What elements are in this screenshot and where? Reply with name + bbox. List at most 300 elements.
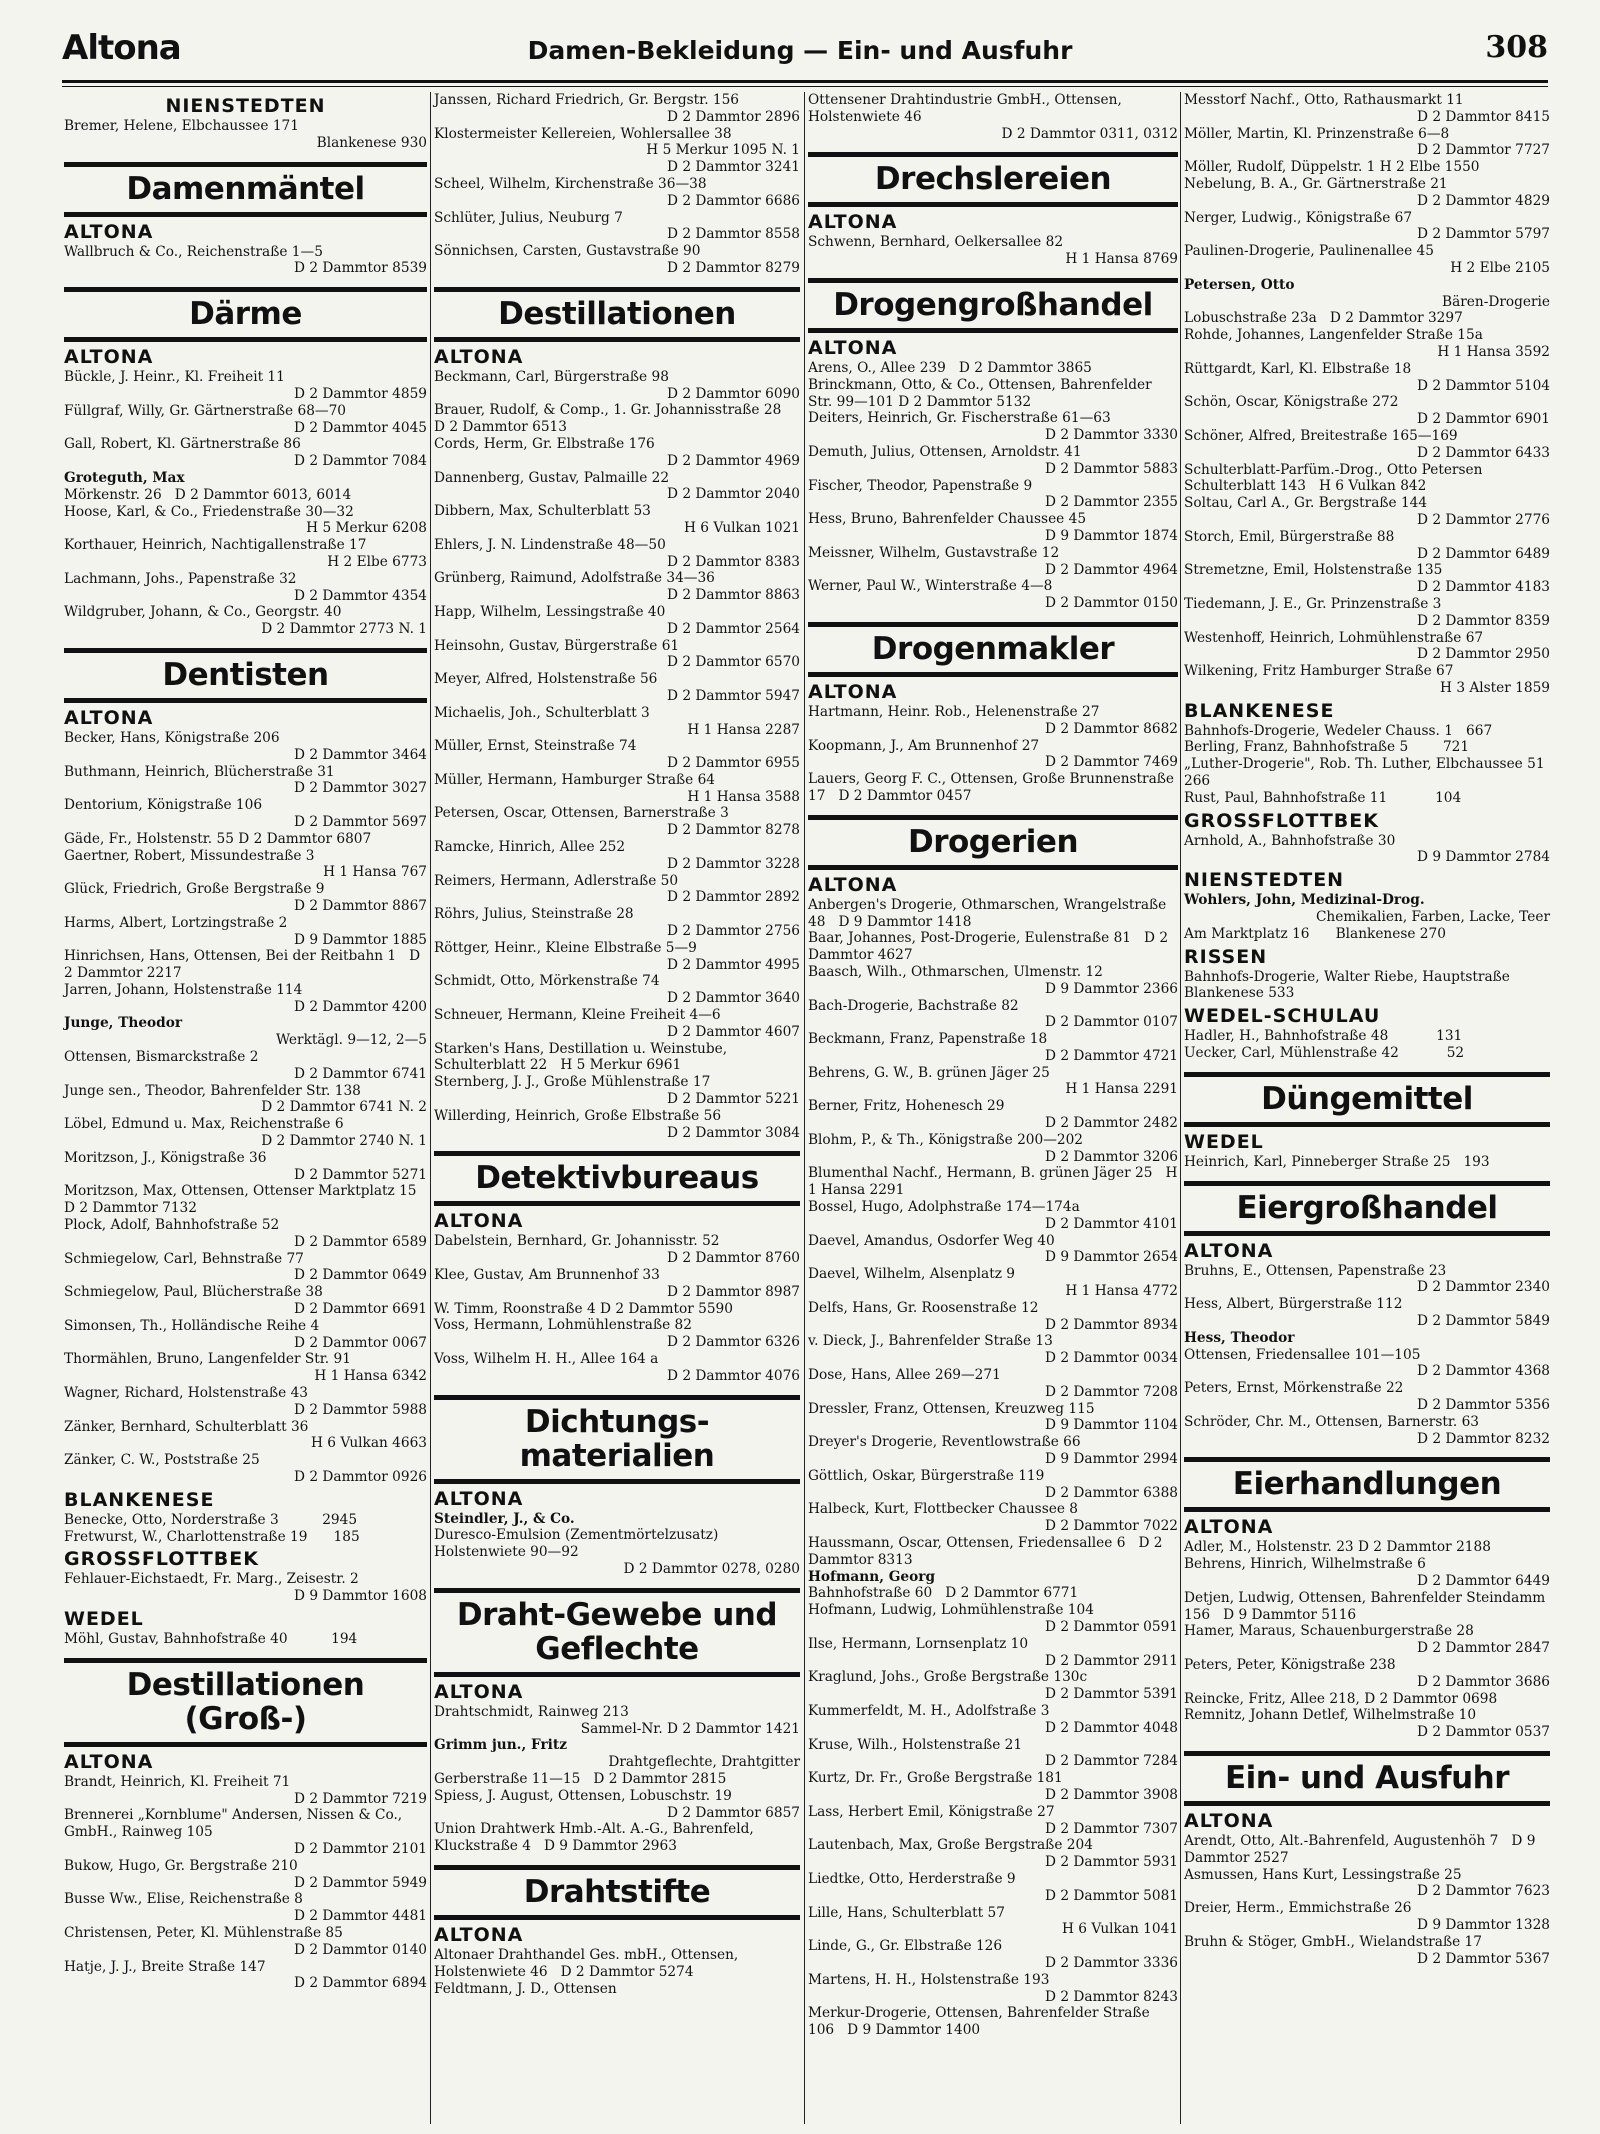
location-heading: ALTONA [808, 211, 898, 234]
entry-phone: D 2 Dammtor 0150 [1045, 595, 1178, 612]
entry-line: Glück, Friedrich, Große Bergstraße 9 [64, 881, 325, 898]
entry-line: Göttlich, Oskar, Bürgerstraße 119 [808, 1467, 1045, 1484]
entry-line: Bahnhofstraße 60 D 2 Dammtor 6771 [808, 1585, 1079, 1602]
entry-phone: D 2 Dammtor 6686 [667, 192, 800, 209]
entry-line: Röttger, Heinr., Kleine Elbstraße 5—9 [434, 939, 697, 956]
entry-phone: D 2 Dammtor 2564 [667, 620, 800, 637]
running-head-left: Altona [62, 28, 181, 68]
entry-phone: D 2 Dammtor 6901 [1417, 411, 1550, 428]
location-heading: BLANKENESE [1184, 699, 1335, 722]
entry-line: Simonsen, Th., Holländische Reihe 4 [64, 1317, 320, 1334]
entry-phone: D 2 Dammtor 7623 [1417, 1883, 1550, 1900]
entry-line: Altonaer Drahthandel Ges. mbH., Ottensen, Holstenwiete 46 D 2 Dammtor 5274 [434, 1946, 743, 1980]
entry-line: Lille, Hans, Schulterblatt 57 [808, 1904, 1005, 1921]
entry-phone: D 2 Dammtor 0107 [1045, 1014, 1178, 1031]
entry-line: Lachmann, Johs., Papenstraße 32 [64, 570, 297, 587]
entry-phone: D 2 Dammtor 4969 [667, 452, 800, 469]
entry-phone: D 9 Dammtor 1885 [294, 931, 427, 948]
entry-phone: D 2 Dammtor 2340 [1417, 1279, 1550, 1296]
entry-line: Bruhns, E., Ottensen, Papenstraße 23 [1184, 1262, 1447, 1279]
entry-phone: D 2 Dammtor 6326 [667, 1334, 800, 1351]
entry-line: Mörkenstr. 26 D 2 Dammtor 6013, 6014 [64, 486, 352, 503]
entry-phone: D 2 Dammtor 2847 [1417, 1640, 1550, 1657]
entry-line: Bukow, Hugo, Gr. Bergstraße 210 [64, 1857, 298, 1874]
entry-line: Scheel, Wilhelm, Kirchenstraße 36—38 [434, 175, 707, 192]
entry-line: Daevel, Amandus, Osdorfer Weg 40 [808, 1232, 1055, 1249]
entry-phone: D 2 Dammtor 8934 [1045, 1316, 1178, 1333]
entry-phone: H 1 Hansa 2287 [687, 721, 800, 738]
entry-phone: D 2 Dammtor 8558 [667, 226, 800, 243]
entry-phone: D 2 Dammtor 7219 [294, 1790, 427, 1807]
entry-line: Willerding, Heinrich, Große Elbstraße 56 [434, 1107, 722, 1124]
entry-phone: D 2 Dammtor 6570 [667, 654, 800, 671]
entry-phone: D 2 Dammtor 6741 N. 2 [261, 1099, 427, 1116]
entry-line: Dressler, Franz, Ottensen, Kreuzweg 115 [808, 1400, 1095, 1417]
entry-phone: D 2 Dammtor 4481 [294, 1908, 427, 1925]
page-number: 308 [1485, 30, 1548, 65]
entry-line: Drahtschmidt, Rainweg 213 [434, 1703, 629, 1720]
entry-line: Fischer, Theodor, Papenstraße 9 [808, 477, 1033, 494]
entry-line: Dannenberg, Gustav, Palmaille 22 [434, 469, 670, 486]
entry-phone: D 2 Dammtor 0067 [294, 1334, 427, 1351]
running-head-title: Damen-Bekleidung — Ein- und Ausfuhr [527, 36, 1073, 65]
entry-line: Baar, Johannes, Post-Drogerie, Eulenstraße 81 D 2 Dammtor 4627 [808, 930, 1173, 964]
entry-phone: D 2 Dammtor 5367 [1417, 1950, 1550, 1967]
entry-phone: H 1 Hansa 4772 [1065, 1283, 1178, 1300]
entry-line: Bückle, J. Heinr., Kl. Freiheit 11 [64, 369, 285, 386]
entry-line: Schöner, Alfred, Breitestraße 165—169 [1184, 427, 1458, 444]
entry-line: Bahnhofs-Drogerie, Walter Riebe, Hauptstraße Blankenese 533 [1184, 968, 1541, 1002]
entry-line: Kurtz, Dr. Fr., Große Bergstraße 181 [808, 1770, 1063, 1787]
entry-phone: D 2 Dammtor 8987 [667, 1283, 800, 1300]
location-heading: ALTONA [434, 1210, 524, 1233]
entry-line: Müller, Hermann, Hamburger Straße 64 [434, 771, 716, 788]
entry-line: Koopmann, J., Am Brunnenhof 27 [808, 737, 1040, 754]
entry-line: Lauers, Georg F. C., Ottensen, Große Brunnenstraße 17 D 2 Dammtor 0457 [808, 771, 1179, 804]
entry-phone: D 2 Dammtor 5849 [1417, 1313, 1550, 1330]
entry-line: Wallbruch & Co., Reichenstraße 1—5 [64, 243, 323, 260]
entry-line: Lass, Herbert Emil, Königstraße 27 [808, 1803, 1055, 1820]
category-heading: Drechslereien [808, 152, 1178, 207]
entry-line: Harms, Albert, Lortzingstraße 2 [64, 914, 288, 931]
entry-phone: H 6 Vulkan 4663 [310, 1435, 427, 1452]
entry-phone: D 2 Dammtor 8682 [1045, 720, 1178, 737]
entry-line: Peters, Peter, Königstraße 238 [1184, 1656, 1396, 1673]
entry-phone: D 2 Dammtor 8383 [667, 553, 800, 570]
entry-phone: D 9 Dammtor 2654 [1045, 1249, 1178, 1266]
entry-phone: D 2 Dammtor 6691 [294, 1301, 427, 1318]
entry-phone: D 2 Dammtor 6589 [294, 1233, 427, 1250]
entry-line: Dabelstein, Bernhard, Gr. Johannisstr. 52 [434, 1233, 720, 1250]
column-3 [808, 92, 1182, 2120]
entry-line: Bruhn & Stöger, GmbH., Wielandstraße 17 [1184, 1933, 1482, 1950]
entry-line: Merkur-Drogerie, Ottensen, Bahrenfelder Straße 106 D 9 Dammtor 1400 [808, 2005, 1155, 2039]
entry-phone: D 2 Dammtor 3686 [1417, 1673, 1550, 1690]
entry-phone: D 2 Dammtor 7084 [294, 453, 427, 470]
entry-line: Müller, Ernst, Steinstraße 74 [434, 738, 637, 755]
entry-line: Sternberg, J. J., Große Mühlenstraße 17 [434, 1074, 711, 1091]
entry-phone: D 2 Dammtor 0140 [294, 1941, 427, 1958]
entry-line: Hess, Bruno, Bahrenfelder Chaussee 45 [808, 511, 1087, 528]
entry-line: Bahnhofs-Drogerie, Wedeler Chauss. 1 667 [1184, 722, 1493, 739]
entry-phone: D 2 Dammtor 7208 [1045, 1383, 1178, 1400]
entry-phone: D 9 Dammtor 2994 [1045, 1451, 1178, 1468]
entry-phone: D 2 Dammtor 4354 [294, 587, 427, 604]
entry-phone: D 2 Dammtor 7469 [1045, 754, 1178, 771]
entry-line: Behrens, Hinrich, Wilhelmstraße 6 [1184, 1556, 1426, 1573]
entry-phone: D 2 Dammtor 6894 [294, 1975, 427, 1992]
entry-phone: D 2 Dammtor 6489 [1417, 545, 1550, 562]
category-heading: Drogerien [808, 815, 1178, 870]
entry-line: Kummerfeldt, M. H., Adolfstraße 3 [808, 1702, 1050, 1719]
entry-phone: D 2 Dammtor 2101 [294, 1840, 427, 1857]
entry-line: Wildgruber, Johann, & Co., Georgstr. 40 [64, 604, 342, 621]
category-heading: Dentisten [64, 648, 427, 703]
entry-line: Tiedemann, J. E., Gr. Prinzenstraße 3 [1184, 595, 1442, 612]
category-heading: Destillationen (Groß-) [64, 1658, 427, 1747]
location-heading: ALTONA [808, 873, 898, 896]
entry-phone: D 2 Dammtor 2740 N. 1 [261, 1133, 427, 1150]
entry-line: W. Timm, Roonstraße 4 D 2 Dammtor 5590 [434, 1300, 733, 1317]
entry-line: Dreier, Herm., Emmichstraße 26 [1184, 1900, 1412, 1917]
entry-line: v. Dieck, J., Bahrenfelder Straße 13 [808, 1333, 1053, 1350]
entry-phone: D 2 Dammtor 4607 [667, 1023, 800, 1040]
entry-phone: D 2 Dammtor 8278 [667, 822, 800, 839]
entry-phone: D 2 Dammtor 8279 [667, 259, 800, 276]
entry-line: Buthmann, Heinrich, Blücherstraße 31 [64, 763, 335, 780]
entry-phone: D 2 Dammtor 5356 [1417, 1397, 1550, 1414]
category-heading: Damenmäntel [64, 162, 427, 217]
entry-line: Groteguth, Max [64, 469, 185, 486]
entry-line: Cords, Herm, Gr. Elbstraße 176 [434, 435, 655, 452]
entry-phone: D 2 Dammtor 5104 [1417, 377, 1550, 394]
location-heading: ALTONA [808, 336, 898, 359]
location-heading: ALTONA [434, 1923, 524, 1946]
entry-line: Hess, Albert, Bürgerstraße 112 [1184, 1296, 1403, 1313]
entry-phone: H 5 Merkur 6208 [306, 520, 427, 537]
entry-phone: D 2 Dammtor 7284 [1045, 1753, 1178, 1770]
location-heading: ALTONA [434, 345, 524, 368]
category-heading: Drahtstifte [434, 1865, 800, 1920]
entry-phone: H 3 Alster 1859 [1440, 679, 1550, 696]
entry-phone: D 2 Dammtor 4859 [294, 385, 427, 402]
entry-line: Klostermeister Kellereien, Wohlersallee 38 [434, 125, 732, 142]
entry-phone: D 2 Dammtor 0034 [1045, 1350, 1178, 1367]
entry-line: Ilse, Hermann, Lornsenplatz 10 [808, 1635, 1029, 1652]
entry-phone: D 2 Dammtor 3464 [294, 746, 427, 763]
entry-phone: D 2 Dammtor 2040 [667, 486, 800, 503]
entry-phone: D 9 Dammtor 2366 [1045, 980, 1178, 997]
entry-phone: D 2 Dammtor 5271 [294, 1166, 427, 1183]
entry-line: Grimm jun., Fritz [434, 1737, 567, 1754]
entry-phone: D 2 Dammtor 2482 [1045, 1115, 1178, 1132]
entry-phone: D 2 Dammtor 8359 [1417, 612, 1550, 629]
entry-line: Baasch, Wilh., Othmarschen, Ulmenstr. 12 [808, 963, 1103, 980]
entry-phone: D 2 Dammtor 2756 [667, 923, 800, 940]
entry-phone: D 2 Dammtor 7727 [1417, 142, 1550, 159]
entry-line: Dentorium, Königstraße 106 [64, 797, 263, 814]
entry-phone: D 2 Dammtor 0537 [1417, 1724, 1550, 1741]
entry-phone: D 2 Dammtor 5797 [1417, 226, 1550, 243]
entry-line: Stremetzne, Emil, Holstenstraße 135 [1184, 562, 1443, 579]
entry-line: Storch, Emil, Bürgerstraße 88 [1184, 528, 1395, 545]
entry-line: Am Marktplatz 16 Blankenese 270 [1184, 925, 1446, 942]
entry-line: Beckmann, Carl, Bürgerstraße 98 [434, 368, 669, 385]
entry-line: Sönnichsen, Carsten, Gustavstraße 90 [434, 243, 701, 260]
entry-phone: D 2 Dammtor 8243 [1045, 1988, 1178, 2005]
location-heading: ALTONA [64, 706, 154, 729]
entry-phone: D 2 Dammtor 5947 [667, 687, 800, 704]
entry-phone: D 2 Dammtor 2896 [667, 108, 800, 125]
entry-line: Löbel, Edmund u. Max, Reichenstraße 6 [64, 1116, 344, 1133]
entry-line: Peters, Ernst, Mörkenstraße 22 [1184, 1380, 1404, 1397]
header-rule [62, 80, 1548, 87]
entry-line: Röhrs, Julius, Steinstraße 28 [434, 906, 634, 923]
entry-line: Ehlers, J. N. Lindenstraße 48—50 [434, 536, 666, 553]
entry-line: Brauer, Rudolf, & Comp., 1. Gr. Johannisstraße 28 D 2 Dammtor 6513 [434, 402, 795, 436]
entry-line: Gerberstraße 11—15 D 2 Dammtor 2815 [434, 1770, 727, 1787]
entry-phone: D 2 Dammtor 6449 [1417, 1573, 1550, 1589]
location-heading: ALTONA [1184, 1809, 1274, 1832]
entry-phone: D 2 Dammtor 2776 [1417, 511, 1550, 528]
entry-phone: D 2 Dammtor 4368 [1417, 1363, 1550, 1380]
entry-line: Ottensen, Friedensallee 101—105 [1184, 1346, 1421, 1363]
entry-line: Nerger, Ludwig., Königstraße 67 [1184, 209, 1413, 226]
location-heading: ALTONA [808, 680, 898, 703]
category-heading: Draht-Gewebe und Geflechte [434, 1588, 800, 1677]
entry-phone: D 2 Dammtor 2355 [1045, 494, 1178, 511]
entry-line: Hatje, J. J., Breite Straße 147 [64, 1958, 266, 1975]
entry-phone: D 2 Dammtor 2950 [1417, 646, 1550, 663]
entry-line: Heinrich, Karl, Pinneberger Straße 25 193 [1184, 1153, 1490, 1170]
category-heading: Düngemittel [1184, 1072, 1550, 1127]
entry-phone: D 2 Dammtor 3241 [667, 159, 800, 176]
entry-phone: H 1 Hansa 3588 [687, 788, 800, 805]
entry-line: Schön, Oscar, Königstraße 272 [1184, 394, 1399, 411]
entry-line: Petersen, Oscar, Ottensen, Barnerstraße 3 [434, 805, 729, 822]
entry-line: Starken's Hans, Destillation u. Weinstube, Schulterblatt 22 H 5 Merkur 6961 [434, 1040, 732, 1074]
entry-line: Uecker, Carl, Mühlenstraße 42 52 [1184, 1045, 1465, 1062]
entry-line: Christensen, Peter, Kl. Mühlenstraße 85 [64, 1924, 343, 1941]
entry-phone: D 2 Dammtor 5081 [1045, 1887, 1178, 1904]
entry-line: Brennerei „Kornblume" Andersen, Nissen & Co., GmbH., Rainweg 105 [64, 1807, 407, 1841]
entry-line: Schröder, Chr. M., Ottensen, Barnerstr. 63 [1184, 1413, 1480, 1430]
entry-line: „Luther-Drogerie", Rob. Th. Luther, Elbchaussee 51 266 [1184, 756, 1580, 790]
entry-phone: D 2 Dammtor 3228 [667, 855, 800, 872]
entry-line: Kraglund, Johs., Große Bergstraße 130c [808, 1669, 1088, 1686]
entry-line: Grünberg, Raimund, Adolfstraße 34—36 [434, 570, 715, 587]
entry-line: Feldtmann, J. D., Ottensen [434, 1980, 617, 1997]
entry-phone: D 2 Dammtor 4048 [1045, 1719, 1178, 1736]
entry-phone: D 2 Dammtor 6090 [667, 385, 800, 402]
location-heading: ALTONA [64, 1750, 154, 1773]
location-heading: ALTONA [1184, 1516, 1274, 1539]
entry-phone: D 2 Dammtor 7307 [1045, 1820, 1178, 1837]
column-divider [1180, 92, 1181, 2124]
entry-line: Blohm, P., & Th., Königstraße 200—202 [808, 1131, 1084, 1148]
entry-line: Moritzson, J., Königstraße 36 [64, 1149, 267, 1166]
entry-phone: H 1 Hansa 767 [323, 864, 427, 881]
entry-phone: D 2 Dammtor 2911 [1045, 1652, 1178, 1669]
entry-line: Happ, Wilhelm, Lessingstraße 40 [434, 603, 666, 620]
entry-line: Remnitz, Johann Detlef, Wilhelmstraße 10 [1184, 1707, 1477, 1724]
entry-line: Dreyer's Drogerie, Reventlowstraße 66 [808, 1434, 1081, 1451]
entry-line: Arnhold, A., Bahnhofstraße 30 [1184, 832, 1396, 849]
entry-line: Dibbern, Max, Schulterblatt 53 [434, 503, 651, 520]
entry-line: Thormählen, Bruno, Langenfelder Str. 91 [64, 1351, 351, 1368]
entry-phone: D 2 Dammtor 2773 N. 1 [261, 621, 427, 638]
location-heading: WEDEL [1184, 1130, 1264, 1153]
entry-phone: Werktägl. 9—12, 2—5 [275, 1032, 427, 1049]
location-heading: GROSSFLOTTBEK [1184, 809, 1379, 832]
entry-line: Delfs, Hans, Gr. Roosenstraße 12 [808, 1299, 1039, 1316]
entry-line: Korthauer, Heinrich, Nachtigallenstraße 17 [64, 537, 367, 554]
entry-line: Heinsohn, Gustav, Bürgerstraße 61 [434, 637, 680, 654]
entry-line: Berling, Franz, Bahnhofstraße 5 721 [1184, 739, 1470, 756]
entry-phone: D 2 Dammtor 0926 [294, 1469, 427, 1485]
entry-phone: D 2 Dammtor 4045 [294, 419, 427, 436]
category-heading: Destillationen [434, 287, 800, 342]
category-heading: Detektivbureaus [434, 1151, 800, 1206]
entry-phone: D 2 Dammtor 6433 [1417, 444, 1550, 461]
location-heading: RISSEN [1184, 945, 1268, 968]
entry-line: Brandt, Heinrich, Kl. Freiheit 71 [64, 1773, 291, 1790]
entry-phone: D 2 Dammtor 3206 [1045, 1148, 1178, 1165]
entry-line: Nebelung, B. A., Gr. Gärtnerstraße 21 [1184, 175, 1448, 192]
entry-phone: D 2 Dammtor 5988 [294, 1401, 427, 1418]
entry-phone: Chemikalien, Farben, Lacke, Teer [1315, 909, 1550, 926]
location-heading: WEDEL [64, 1607, 144, 1630]
entry-line: Möller, Rudolf, Düppelstr. 1 H 2 Elbe 1550 [1184, 159, 1480, 176]
entry-phone: D 2 Dammtor 3330 [1045, 427, 1178, 444]
entry-line: Wohlers, John, Medizinal-Drog. [1184, 892, 1425, 909]
entry-phone: D 2 Dammtor 0278, 0280 [623, 1560, 800, 1577]
entry-phone: D 2 Dammtor 6741 [294, 1065, 427, 1082]
entry-line: Hoose, Karl, & Co., Friedenstraße 30—32 [64, 503, 354, 520]
column-1 [64, 92, 430, 2120]
entry-line: Blumenthal Nachf., Hermann, B. grünen Jäger 25 H 1 Hansa 2291 [808, 1165, 1182, 1199]
entry-line: Schwenn, Bernhard, Oelkersallee 82 [808, 234, 1064, 251]
entry-line: Westenhoff, Heinrich, Lohmühlenstraße 67 [1184, 629, 1484, 646]
entry-phone: D 2 Dammtor 3027 [294, 780, 427, 797]
entry-phone: H 2 Elbe 6773 [327, 553, 427, 570]
entry-line: Meyer, Alfred, Holstenstraße 56 [434, 671, 658, 688]
entry-phone: D 2 Dammtor 4721 [1045, 1047, 1178, 1064]
entry-phone: D 2 Dammtor 4101 [1045, 1215, 1178, 1232]
entry-line: Hamer, Maraus, Schauenburgerstraße 28 [1184, 1623, 1474, 1640]
entry-phone: D 2 Dammtor 6857 [667, 1804, 800, 1821]
entry-line: Wagner, Richard, Holstenstraße 43 [64, 1385, 309, 1402]
entry-phone: D 2 Dammtor 0591 [1045, 1618, 1178, 1635]
category-heading: Ein- und Ausfuhr [1184, 1751, 1550, 1806]
entry-line: Duresco-Emulsion (Zementmörtelzusatz) Holstenwiete 90—92 [434, 1527, 723, 1561]
entry-line: Schmidt, Otto, Mörkenstraße 74 [434, 973, 660, 990]
entry-line: Behrens, G. W., B. grünen Jäger 25 [808, 1064, 1050, 1081]
entry-phone: D 2 Dammtor 8867 [294, 897, 427, 914]
column-2 [434, 92, 800, 2120]
entry-line: Hadler, H., Bahnhofstraße 48 131 [1184, 1028, 1463, 1045]
location-heading: ALTONA [434, 1680, 524, 1703]
entry-line: Reimers, Hermann, Adlerstraße 50 [434, 872, 679, 889]
entry-phone: D 9 Dammtor 1608 [294, 1588, 427, 1605]
entry-line: Halbeck, Kurt, Flottbecker Chaussee 8 [808, 1501, 1078, 1518]
entry-phone: D 2 Dammtor 8415 [1417, 108, 1550, 125]
entry-phone: D 2 Dammtor 2892 [667, 889, 800, 906]
entry-phone: D 2 Dammtor 4964 [1045, 561, 1178, 578]
category-heading: Därme [64, 287, 427, 342]
entry-line: Bossel, Hugo, Adolphstraße 174—174a [808, 1199, 1080, 1216]
entry-line: Schmiegelow, Paul, Blücherstraße 38 [64, 1284, 323, 1301]
entry-phone: H 6 Vulkan 1041 [1061, 1921, 1178, 1938]
location-heading: ALTONA [64, 346, 154, 369]
location-heading: NIENSTEDTEN [1184, 869, 1345, 892]
location-heading: ALTONA [1184, 1239, 1274, 1262]
entry-line: Arendt, Otto, Alt.-Bahrenfeld, Augustenhöh 7 D 9 Dammtor 2527 [1184, 1832, 1540, 1866]
entry-phone: D 2 Dammtor 6388 [1045, 1484, 1178, 1501]
entry-line: Soltau, Carl A., Gr. Bergstraße 144 [1184, 495, 1428, 512]
entry-line: Wilkening, Fritz Hamburger Straße 67 [1184, 663, 1454, 680]
entry-phone: D 2 Dammtor 3640 [667, 990, 800, 1007]
entry-phone: D 9 Dammtor 1874 [1045, 527, 1178, 544]
entry-phone: H 6 Vulkan 1021 [683, 519, 800, 536]
entry-phone: Bären-Drogerie [1442, 293, 1550, 310]
entry-line: Schmiegelow, Carl, Behnstraße 77 [64, 1250, 304, 1267]
entry-line: Arens, O., Allee 239 D 2 Dammtor 3865 [808, 359, 1092, 376]
category-heading: Drogenmakler [808, 622, 1178, 677]
entry-line: Gäde, Fr., Holstenstr. 55 D 2 Dammtor 6807 [64, 830, 372, 847]
entry-phone: D 2 Dammtor 5931 [1045, 1854, 1178, 1871]
entry-phone: D 2 Dammtor 4995 [667, 956, 800, 973]
entry-line: Asmussen, Hans Kurt, Lessingstraße 25 [1184, 1866, 1462, 1883]
entry-line: Union Drahtwerk Hmb.-Alt. A.-G., Bahrenfeld, Kluckstraße 4 D 9 Dammtor 2963 [434, 1821, 759, 1855]
entry-line: Adler, M., Holstenstr. 23 D 2 Dammtor 2188 [1184, 1539, 1491, 1556]
entry-phone: Drahtgeflechte, Drahtgitter [608, 1754, 800, 1771]
entry-phone: D 2 Dammtor 5883 [1045, 460, 1178, 477]
entry-line: Berner, Fritz, Hohenesch 29 [808, 1098, 1005, 1115]
entry-phone: D 2 Dammtor 0649 [294, 1267, 427, 1284]
entry-line: Fehlauer-Eichstaedt, Fr. Marg., Zeisestr. 2 [64, 1571, 359, 1588]
entry-line: Zänker, Bernhard, Schulterblatt 36 [64, 1418, 309, 1435]
column-4 [1184, 92, 1580, 2120]
entry-phone: H 2 Elbe 2105 [1450, 259, 1550, 276]
entry-line: Werner, Paul W., Winterstraße 4—8 [808, 578, 1053, 595]
entry-line: Reincke, Fritz, Allee 218, D 2 Dammtor 0698 [1184, 1690, 1498, 1707]
entry-line: Detjen, Ludwig, Ottensen, Bahrenfelder Steindamm 156 D 9 Dammtor 5116 [1184, 1589, 1550, 1623]
entry-phone: D 2 Dammtor 4200 [294, 998, 427, 1015]
entry-line: Junge, Theodor [64, 1015, 183, 1032]
location-heading: GROSSFLOTTBEK [64, 1548, 259, 1571]
entry-phone: D 2 Dammtor 5391 [1045, 1686, 1178, 1703]
entry-line: Meissner, Wilhelm, Gustavstraße 12 [808, 544, 1060, 561]
entry-phone: H 5 Merkur 1095 N. 1 [646, 142, 800, 159]
entry-line: Ottensen, Bismarckstraße 2 [64, 1049, 259, 1066]
entry-line: Zänker, C. W., Poststraße 25 [64, 1452, 260, 1469]
entry-line: Demuth, Julius, Ottensen, Arnoldstr. 41 [808, 443, 1082, 460]
entry-line: Anbergen's Drogerie, Othmarschen, Wrangelstraße 48 D 9 Dammtor 1418 [808, 896, 1171, 930]
entry-line: Janssen, Richard Friedrich, Gr. Bergstr. 156 [434, 92, 740, 108]
entry-phone: D 2 Dammtor 4183 [1417, 579, 1550, 596]
entry-line: Klee, Gustav, Am Brunnenhof 33 [434, 1267, 660, 1284]
entry-line: Rohde, Johannes, Langenfelder Straße 15a [1184, 327, 1483, 344]
entry-phone: H 1 Hansa 2291 [1065, 1081, 1178, 1098]
category-heading: Drogengroßhandel [808, 278, 1178, 333]
entry-line: Haussmann, Oscar, Ottensen, Friedensallee 6 D 2 Dammtor 8313 [808, 1535, 1167, 1568]
entry-phone: H 1 Hansa 8769 [1065, 251, 1178, 268]
entry-line: Schneuer, Hermann, Kleine Freiheit 4—6 [434, 1007, 721, 1024]
entry-line: Ottensener Drahtindustrie GmbH., Ottensen, Holstenwiete 46 [808, 92, 1127, 125]
entry-line: Fretwurst, W., Charlottenstraße 19 185 [64, 1528, 360, 1545]
entry-phone: H 1 Hansa 6342 [314, 1368, 427, 1385]
